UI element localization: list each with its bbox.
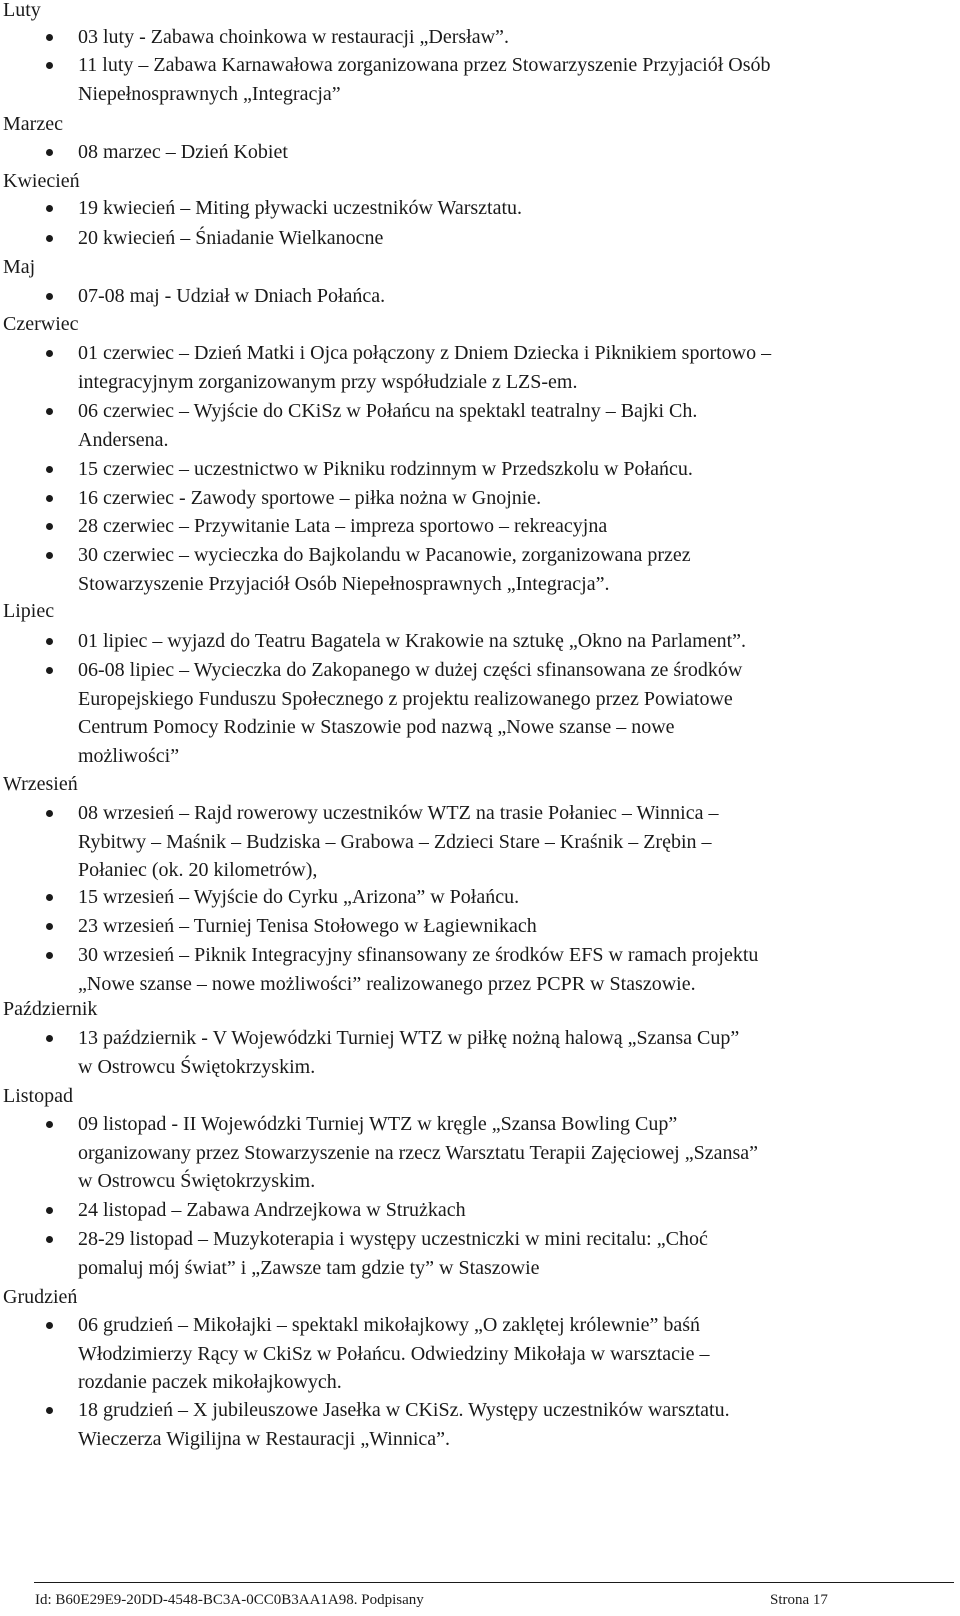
bullet-icon [46, 1407, 53, 1414]
event-item-line: w Ostrowcu Świętokrzyskim. [78, 1055, 316, 1078]
bullet-icon [46, 1035, 53, 1042]
event-item-line: 24 listopad – Zabawa Andrzejkowa w Strużkach [78, 1199, 466, 1221]
event-item-line: 03 luty - Zabawa choinkowa w restauracji „Dersław”. [78, 26, 509, 48]
event-item-line: 30 czerwiec – wycieczka do Bajkolandu w Pacanowie, zorganizowana przez [78, 544, 691, 566]
event-item [78, 799, 928, 885]
event-item-line: Andersena. [78, 428, 169, 451]
event-item [78, 51, 928, 108]
bullet-icon [46, 495, 53, 502]
event-item-line: Stowarzyszenie Przyjaciół Osób Niepełnosprawnych „Integracja”. [78, 572, 610, 595]
event-item [78, 656, 928, 770]
event-item-line: integracyjnym zorganizowanym przy współudziale z LZS-em. [78, 370, 578, 393]
event-item-line: 16 czerwiec - Zawody sportowe – piłka nożna w Gnojnie. [78, 487, 542, 509]
event-item-line: 01 lipiec – wyjazd do Teatru Bagatela w Krakowie na sztukę „Okno na Parlament”. [78, 630, 746, 652]
event-item [78, 339, 928, 396]
event-item-line: organizowany przez Stowarzyszenie na rzecz Warsztatu Terapii Zajęciowej „Szansa” [78, 1141, 758, 1164]
bullet-icon [46, 1121, 53, 1128]
event-item-line: Centrum Pomocy Rodzinie w Staszowie pod nazwą „Nowe szanse – nowe [78, 716, 675, 738]
event-item-line: 28 czerwiec – Przywitanie Lata – impreza sportowo – rekreacyjna [78, 515, 608, 537]
bullet-icon [46, 293, 53, 300]
event-item-line: 06-08 lipiec – Wycieczka do Zakopanego w dużej części sfinansowana ze środków [78, 659, 743, 681]
event-item [78, 1024, 928, 1081]
bullet-icon [46, 34, 53, 41]
bullet-icon [46, 1236, 53, 1243]
event-item-line: rozdanie paczek mikołajkowych. [78, 1371, 342, 1393]
event-item-line: pomaluj mój świat” i „Zawsze tam gdzie ty” w Staszowie [78, 1256, 540, 1279]
bullet-icon [46, 1207, 53, 1214]
event-item-line: 01 czerwiec – Dzień Matki i Ojca połączony z Dniem Dziecka i Piknikiem sportowo – [78, 342, 772, 364]
bullet-icon [46, 894, 53, 901]
event-item-line: Włodzimierzy Rący w CkiSz w Połańcu. Odwiedziny Mikołaja w warsztacie – [78, 1342, 710, 1365]
event-item [78, 1311, 928, 1397]
event-item-line: możliwości” [78, 744, 180, 767]
bullet-icon [46, 667, 53, 674]
event-item [78, 194, 928, 223]
event-item [78, 455, 928, 484]
footer-document-id: Id: B60E29E9-20DD-4548-BC3A-0CC0B3AA1A98. Podpisany [35, 1592, 424, 1608]
event-item [78, 397, 928, 454]
event-item-line: „Nowe szanse – nowe możliwości” realizowanego przez PCPR w Staszowie. [78, 972, 696, 995]
bullet-icon [46, 466, 53, 473]
event-item-line: 15 wrzesień – Wyjście do Cyrku „Arizona” w Połańcu. [78, 886, 520, 908]
footer-page-number: Strona 17 [770, 1592, 828, 1608]
month-heading: Październik [3, 998, 98, 1020]
month-heading: Marzec [3, 113, 63, 135]
event-item-line: 11 luty – Zabawa Karnawałowa zorganizowana przez Stowarzyszenie Przyjaciół Osób [78, 54, 771, 76]
event-item-line: 09 listopad - II Wojewódzki Turniej WTZ w kręgle „Szansa Bowling Cup” [78, 1113, 678, 1135]
bullet-icon [46, 235, 53, 242]
bullet-icon [46, 1322, 53, 1329]
month-heading: Maj [3, 256, 36, 278]
event-item-line: 19 kwiecień – Miting pływacki uczestników Warsztatu. [78, 197, 523, 219]
month-heading: Lipiec [3, 600, 55, 622]
event-item-line: w Ostrowcu Świętokrzyskim. [78, 1170, 316, 1192]
event-item [78, 1196, 928, 1225]
event-item-line: Rybitwy – Maśnik – Budziska – Grabowa – Zdzieci Stare – Kraśnik – Zrębin – [78, 830, 712, 853]
bullet-icon [46, 923, 53, 930]
event-item-line: 06 grudzień – Mikołajki – spektakl mikołajkowy „O zaklętej królewnie” baśń [78, 1314, 701, 1336]
event-item-line: 23 wrzesień – Turniej Tenisa Stołowego w Łagiewnikach [78, 915, 537, 937]
month-heading: Grudzień [3, 1286, 78, 1308]
event-item-line: Wieczerza Wigilijna w Restauracji „Winnica”. [78, 1427, 451, 1450]
event-item [78, 138, 928, 167]
bullet-icon [46, 205, 53, 212]
month-heading: Luty [3, 0, 41, 21]
event-item [78, 1225, 928, 1282]
bullet-icon [46, 149, 53, 156]
bullet-icon [46, 523, 53, 530]
event-item-line: 18 grudzień – X jubileuszowe Jasełka w CKiSz. Występy uczestników warsztatu. [78, 1399, 730, 1421]
bullet-icon [46, 952, 53, 959]
event-item-line: 08 wrzesień – Rajd rowerowy uczestników WTZ na trasie Połaniec – Winnica – [78, 802, 719, 824]
footer-divider [34, 1582, 954, 1583]
event-item [78, 941, 928, 998]
bullet-icon [46, 552, 53, 559]
bullet-icon [46, 408, 53, 415]
month-heading: Kwiecień [3, 170, 80, 192]
event-item-line: 06 czerwiec – Wyjście do CKiSz w Połańcu na spektakl teatralny – Bajki Ch. [78, 400, 698, 422]
event-item [78, 1110, 928, 1196]
bullet-icon [46, 62, 53, 69]
event-item [78, 627, 928, 656]
event-item-line: 07-08 maj - Udział w Dniach Połańca. [78, 285, 386, 307]
event-item [78, 23, 928, 52]
event-item [78, 512, 928, 541]
bullet-icon [46, 638, 53, 645]
event-item-line: 20 kwiecień – Śniadanie Wielkanocne [78, 227, 384, 249]
event-item-line: 13 październik - V Wojewódzki Turniej WTZ w piłkę nożną halową „Szansa Cup” [78, 1027, 740, 1049]
event-item [78, 541, 928, 598]
event-item [78, 883, 928, 912]
event-item-line: 30 wrzesień – Piknik Integracyjny sfinansowany ze środków EFS w ramach projektu [78, 944, 759, 966]
event-item-line: Europejskiego Funduszu Społecznego z projektu realizowanego przez Powiatowe [78, 687, 733, 710]
bullet-icon [46, 810, 53, 817]
event-item-line: 28-29 listopad – Muzykoterapia i występy uczestniczki w mini recitalu: „Choć [78, 1228, 708, 1250]
event-item [78, 282, 928, 311]
month-heading: Czerwiec [3, 313, 79, 335]
event-item-line: Połaniec (ok. 20 kilometrów), [78, 859, 318, 881]
bullet-icon [46, 350, 53, 357]
month-heading: Wrzesień [3, 773, 78, 795]
event-item [78, 484, 928, 513]
event-item [78, 1396, 928, 1453]
event-item-line: 15 czerwiec – uczestnictwo w Pikniku rodzinnym w Przedszkolu w Połańcu. [78, 458, 693, 480]
event-item [78, 912, 928, 941]
event-item-line: Niepełnosprawnych „Integracja” [78, 82, 341, 105]
event-item-line: 08 marzec – Dzień Kobiet [78, 141, 288, 163]
month-heading: Listopad [3, 1085, 73, 1107]
event-item [78, 224, 928, 253]
